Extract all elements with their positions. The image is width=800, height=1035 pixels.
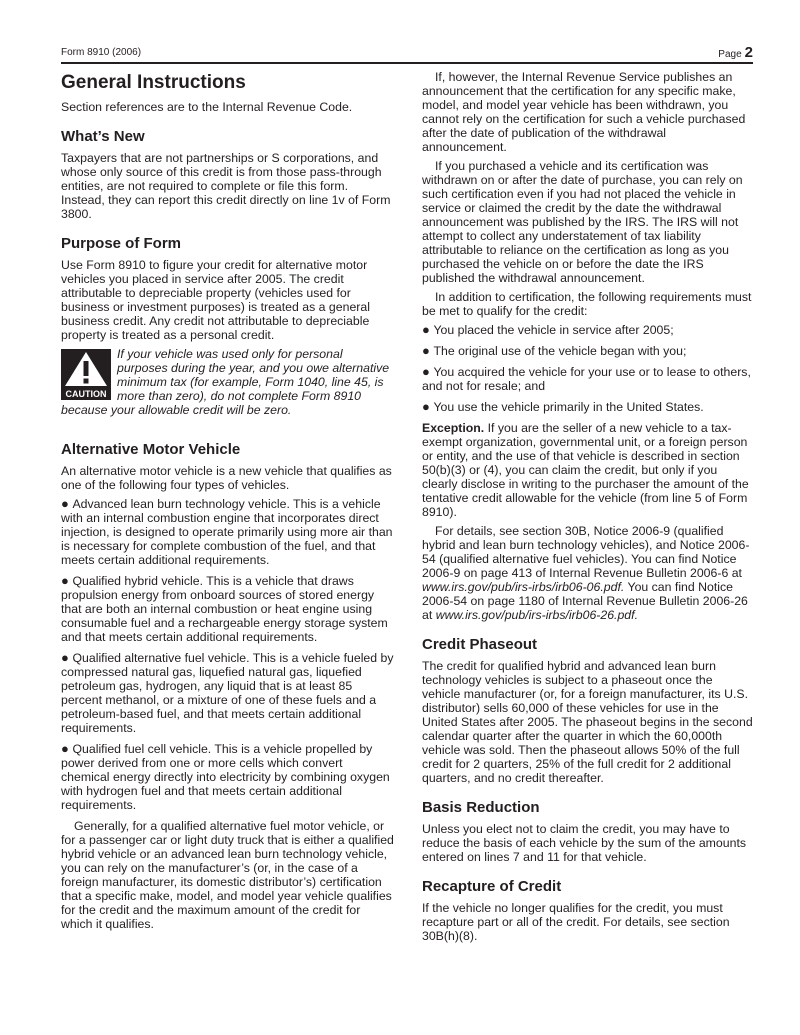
list-item: ● Qualified hybrid vehicle. This is a vehicle that draws propulsion energy from onboard sources of stored energy that are both an internal combustion or heat engine using consumable fuel and a rechargeable energy storage system and that meets certain additional requirements. [61, 573, 388, 644]
page-number-value: 2 [744, 44, 753, 61]
intro-text: Section references are to the Internal Revenue Code. [61, 100, 353, 114]
recapture-heading: Recapture of Credit [422, 878, 562, 895]
whats-new-text: Taxpayers that are not partnerships or S corporations, and whose only source of this credit is from those pass-through entities, are not required to complete or file this form. Instead, they can report this credit directly on line 1v of Form 3800. [61, 151, 391, 221]
bullet-icon: ● [422, 343, 434, 358]
page-label: Page [718, 49, 742, 60]
exception-label: Exception. [422, 421, 485, 435]
list-item: ● You placed the vehicle in service after 2005; [422, 322, 674, 337]
exception-text: Exception. If you are the seller of a new vehicle to a tax-exempt organization, governmental unit, or a foreign person or entity, and the use of that vehicle is described in section 50(b)(3) or (4), you can claim the credit, but only if you clearly disclose in writing to the purchaser the amount of the tentative credit allowable for the vehicle (from line 5 of Form 8910). [422, 421, 749, 519]
requirements-intro: In addition to certification, the following requirements must be met to qualify for the credit: [422, 290, 752, 318]
caution-icon [61, 349, 111, 400]
caution-text: If your vehicle was used only for personal purposes during the year, and you owe alternative minimum tax (for example, Form 1040, line 45, is more than zero), do not complete Form 8910 because your allowable credit will be zero. [61, 347, 390, 417]
bullet-icon: ● [422, 399, 434, 414]
bullet-icon: ● [422, 322, 434, 337]
amv-intro: An alternative motor vehicle is a new vehicle that qualifies as one of the following four types of vehicles. [61, 464, 392, 492]
list-item: ● You use the vehicle primarily in the United States. [422, 399, 704, 414]
list-item: ● The original use of the vehicle began with you; [422, 343, 687, 358]
list-item: ● Qualified alternative fuel vehicle. This is a vehicle fueled by compressed natural gas, liquefied natural gas, liquefied petroleum gas, hydrogen, any liquid that is at least 85 percent methanol, or a mixture of one of these fuels and a petroleum-based fuel, and that meets certain additional requirements. [61, 650, 394, 735]
bullet-icon: ● [61, 496, 73, 511]
bullet-icon: ● [61, 650, 73, 665]
purpose-heading: Purpose of Form [61, 235, 182, 252]
caution-label: CAUTION [65, 389, 107, 399]
right-column [422, 70, 754, 948]
details-text: For details, see section 30B, Notice 2006-9 (qualified hybrid and lean burn technology vehicles), and Notice 2006-54 (qualified alternative fuel vehicles). You can find Notice 2006-9 on page 413 of Internal Revenue Bulletin 2006-6 at www.irs.gov/pub/irs-irbs/irb06-06.pdf. You can find Notice 2006-54 on page 1180 of Internal Revenue Bulletin 2006-26 at www.irs.gov/pub/irs-irbs/irb06-26.pdf. [422, 524, 750, 622]
bullet-icon: ● [61, 741, 73, 756]
form-id: Form 8910 (2006) [61, 47, 142, 58]
caution-block [61, 347, 394, 427]
phaseout-text: The credit for qualified hybrid and advanced lean burn technology vehicles is subject to a phaseout once the vehicle manufacturer (or, for a foreign manufacturer, its U.S. distributor) sells 60,000 of these vehicles for use in the United States after 2005. The phaseout begins in the second calendar quarter after the quarter in which the 60,000th vehicle was sold. Then the phaseout allows 50% of the full credit for 2 quarters, 25% of the full credit for 2 additional quarters, and no credit thereafter. [422, 659, 753, 785]
recapture-text: If the vehicle no longer qualifies for the credit, you must recapture part or all of the credit. For details, see section 30B(h)(8). [422, 901, 730, 943]
purpose-text: Use Form 8910 to figure your credit for alternative motor vehicles you placed in service after 2005. The credit attributable to depreciable property (vehicles used for business or investment purposes) is treated as a general business credit. Any credit not attributable to depreciable property is treated as a personal credit. [61, 258, 370, 342]
list-item: ● Advanced lean burn technology vehicle. This is a vehicle with an internal combustion engine that incorporates direct injection, is designed to operate primarily using more air than is necessary for complete combustion of the fuel, and that meets certain additional requirements. [61, 496, 393, 567]
page-number [718, 44, 753, 61]
phaseout-heading: Credit Phaseout [422, 636, 538, 653]
irb06-06-link[interactable]: www.irs.gov/pub/irs-irbs/irb06-06.pdf. [422, 580, 625, 594]
list-item: ● Qualified fuel cell vehicle. This is a vehicle propelled by power derived from one or more cells which convert chemical energy directly into electricity by combining oxygen with hydrogen fuel and that meets certain additional requirements. [61, 741, 390, 812]
amv-heading: Alternative Motor Vehicle [61, 441, 241, 458]
bullet-icon: ● [422, 364, 434, 379]
basis-text: Unless you elect not to claim the credit, you may have to reduce the basis of each vehicle by the sum of the amounts entered on lines 7 and 11 for that vehicle. [422, 822, 747, 864]
header-rule [61, 62, 753, 64]
left-column [61, 70, 394, 936]
whats-new-heading: What’s New [61, 128, 145, 145]
generally-text: Generally, for a qualified alternative fuel motor vehicle, or for a passenger car or light duty truck that is either a qualified hybrid vehicle or an advanced lean burn technology vehicle, you can rely on the manufacturer’s (or, in the case of a foreign manufacturer, its domestic distributor’s) certification that a specific make, model, and model year vehicle qualifies for the credit and the maximum amount of the credit for which it qualifies. [61, 819, 394, 931]
page-title: General Instructions [61, 72, 246, 93]
withdrawal-text: If, however, the Internal Revenue Service publishes an announcement that the certification for any specific make, model, and model year vehicle has been withdrawn, you cannot rely on the certification for such a vehicle purchased after the date of publication of the withdrawal announcement. [422, 70, 746, 154]
bullet-icon: ● [61, 573, 73, 588]
certification-text: If you purchased a vehicle and its certification was withdrawn on or after the date of purchase, you can rely on such certification even if you had not placed the vehicle in service or claimed the credit by the date the withdrawal announcement was published by the IRS. The IRS will not attempt to collect any understatement of tax liability attributable to reliance on the certification as long as you purchased the vehicle on or before the date the IRS published the withdrawal announcement. [422, 159, 743, 285]
page-header [61, 44, 753, 64]
irb06-26-link[interactable]: www.irs.gov/pub/irs-irbs/irb06-26.pdf. [435, 608, 638, 622]
list-item: ● You acquired the vehicle for your use or to lease to others, and not for resale; and [422, 364, 751, 393]
basis-heading: Basis Reduction [422, 799, 540, 816]
